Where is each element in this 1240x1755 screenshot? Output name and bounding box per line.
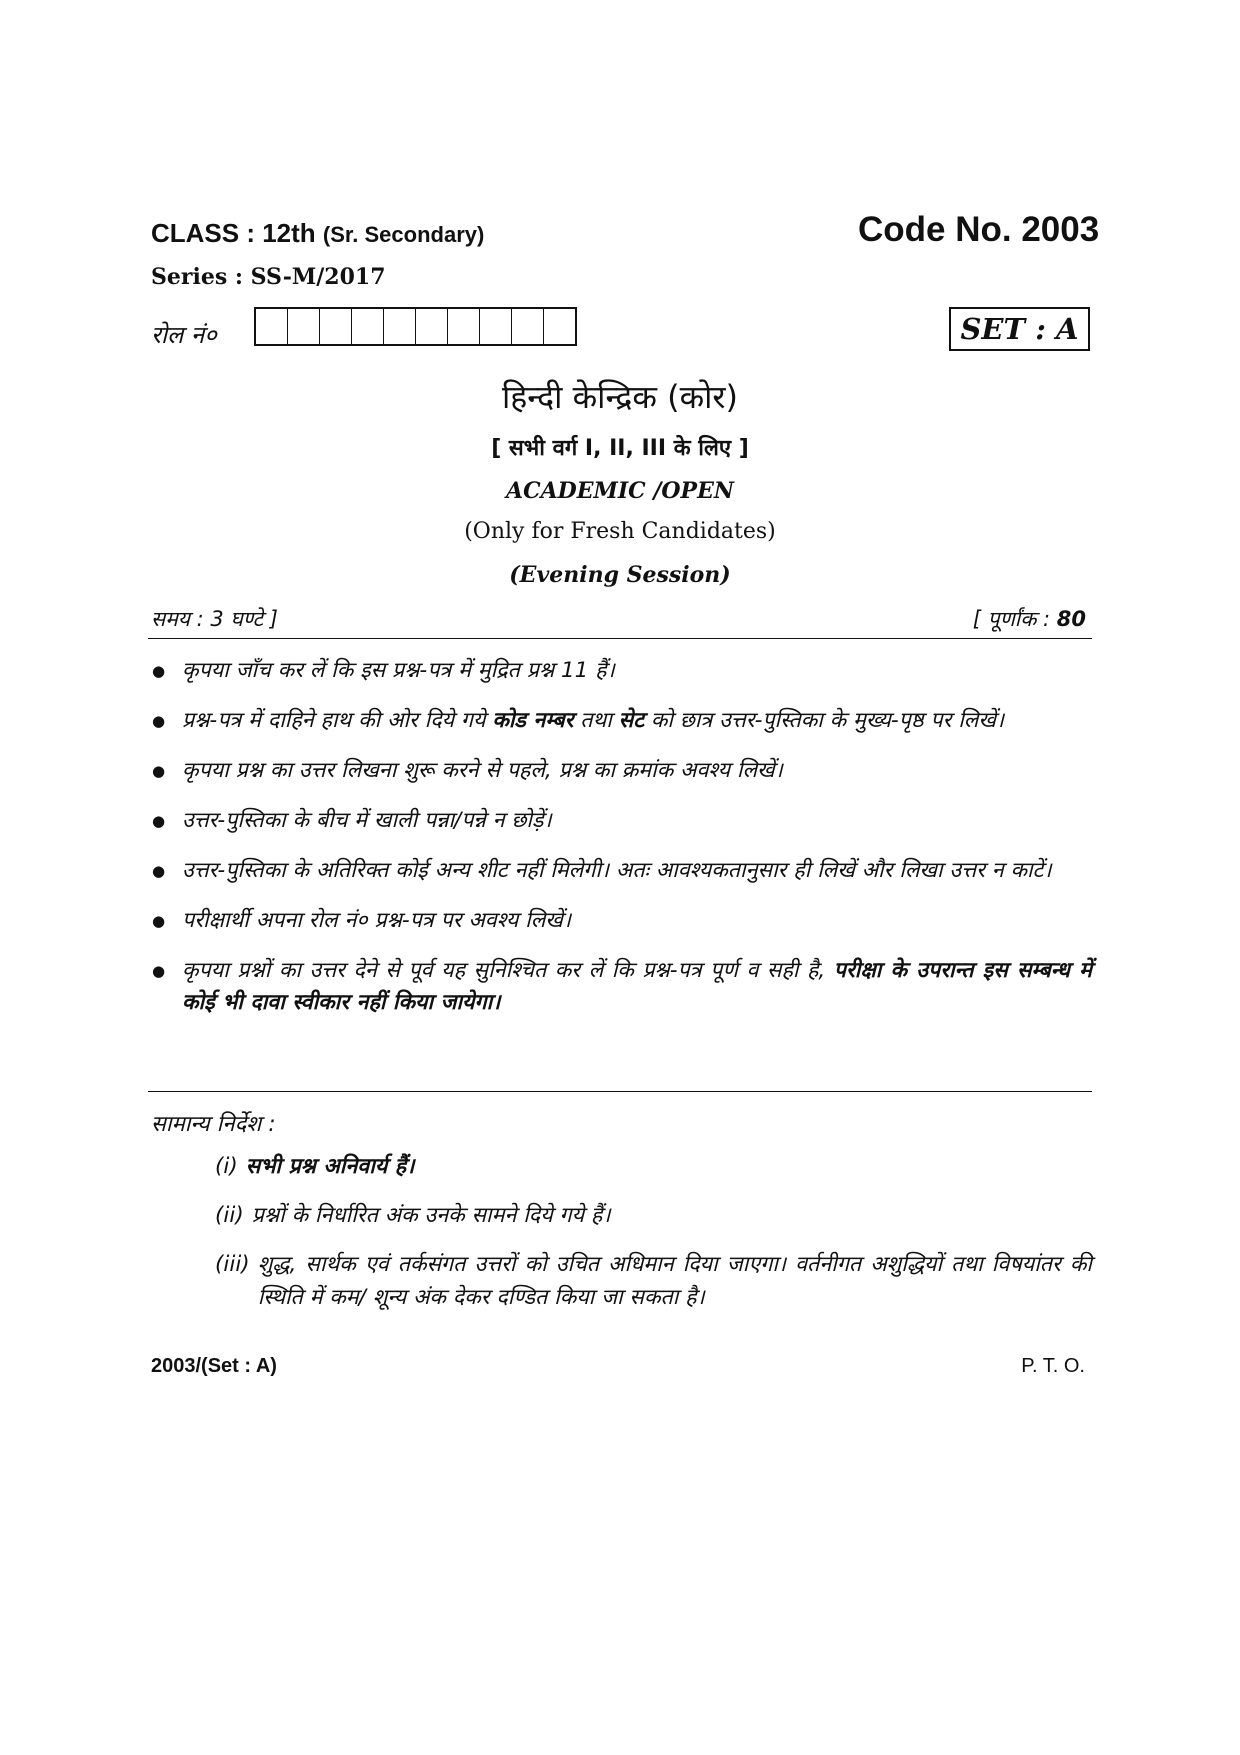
max-marks-value: 80 [1056,607,1086,631]
instruction-item: ● प्रश्न-पत्र में दाहिने हाथ की ओर दिये गये कोड नम्बर तथा सेट को छात्र उत्तर-पुस्तिका के मुख्य-पृष्ठ पर लिखें। [148,705,1092,737]
roll-number-boxes[interactable] [254,307,577,346]
max-marks-label: [ पूर्णांक : [972,607,1051,631]
academic-open-line: ACADEMIC /OPEN [506,478,734,504]
class-label: CLASS : 12th [151,218,316,248]
footer-pto: P. T. O. [1021,1355,1085,1377]
general-directions-heading: सामान्य निर्देश : [151,1112,276,1137]
code-number: Code No. 2003 [858,210,1100,249]
session-line: (Evening Session) [509,562,731,588]
roll-number-box[interactable] [352,309,384,344]
instruction-item: ● परीक्षार्थी अपना रोल नं० प्रश्न-पत्र पर अवश्य लिखें। [148,905,1092,937]
roll-number-box[interactable] [320,309,352,344]
roll-number-box[interactable] [256,309,288,344]
divider-bottom [148,1091,1092,1092]
set-box: SET : A [949,307,1090,351]
footer-code: 2003/(Set : A) [151,1355,277,1377]
divider-top [148,638,1092,639]
instruction-item: ● उत्तर-पुस्तिका के बीच में खाली पन्ना/पन्ने न छोड़ें। [148,805,1092,837]
roll-number-box[interactable] [544,309,575,344]
roll-number-label: रोल नं० [151,321,217,349]
roll-number-box[interactable] [512,309,544,344]
instruction-item: ● कृपया प्रश्न का उत्तर लिखना शुरू करने से पहले, प्रश्न का क्रमांक अवश्य लिखें। [148,755,1092,787]
roll-number-box[interactable] [384,309,416,344]
direction-item: (iii) शुद्ध, सार्थक एवं तर्कसंगत उत्तरों को उचित अधिमान दिया जाएगा। वर्तनीगत अशुद्धियों तथा विषयांतर की स्थिति में कम/ शून्य अंक देकर दण्डित किया जा सकता है। [215,1252,1092,1310]
max-marks [973,605,1086,633]
direction-item: (i) सभी प्रश्न अनिवार्य हैं। [215,1154,415,1179]
roll-number-box[interactable] [288,309,320,344]
roll-number-box[interactable] [448,309,480,344]
fresh-candidates-line: (Only for Fresh Candidates) [464,519,776,544]
time-allowed: समय : 3 घण्टे ] [151,607,279,631]
instruction-item: ● उत्तर-पुस्तिका के अतिरिक्त कोई अन्य शीट नहीं मिलेगी। अतः आवश्यकतानुसार ही लिखें और लिखा उत्तर न काटें। [148,855,1092,887]
roll-number-box[interactable] [416,309,448,344]
roll-number-box[interactable] [480,309,512,344]
subject-title: हिन्दी केन्द्रिक (कोर) [501,378,739,416]
class-sub-label: (Sr. Secondary) [322,222,485,247]
series-label: Series : SS-M/2017 [151,264,386,290]
direction-item: (ii) प्रश्नों के निर्धारित अंक उनके सामने दिये गये हैं। [215,1203,611,1228]
instructions-list [148,655,1092,1037]
instruction-item: ● कृपया प्रश्नों का उत्तर देने से पूर्व यह सुनिश्चित कर लें कि प्रश्न-पत्र पूर्ण व सही है, परीक्षा के उपरान्त इस सम्बन्ध में कोई भी दावा स्वीकार नहीं किया जायेगा। [148,955,1092,1019]
instruction-item: ● कृपया जाँच कर लें कि इस प्रश्न-पत्र में मुद्रित प्रश्न 11 हैं। [148,655,1092,687]
class-line [151,218,484,249]
groups-line: [ सभी वर्ग I, II, III के लिए ] [491,436,749,461]
general-directions-list [215,1150,1092,1330]
